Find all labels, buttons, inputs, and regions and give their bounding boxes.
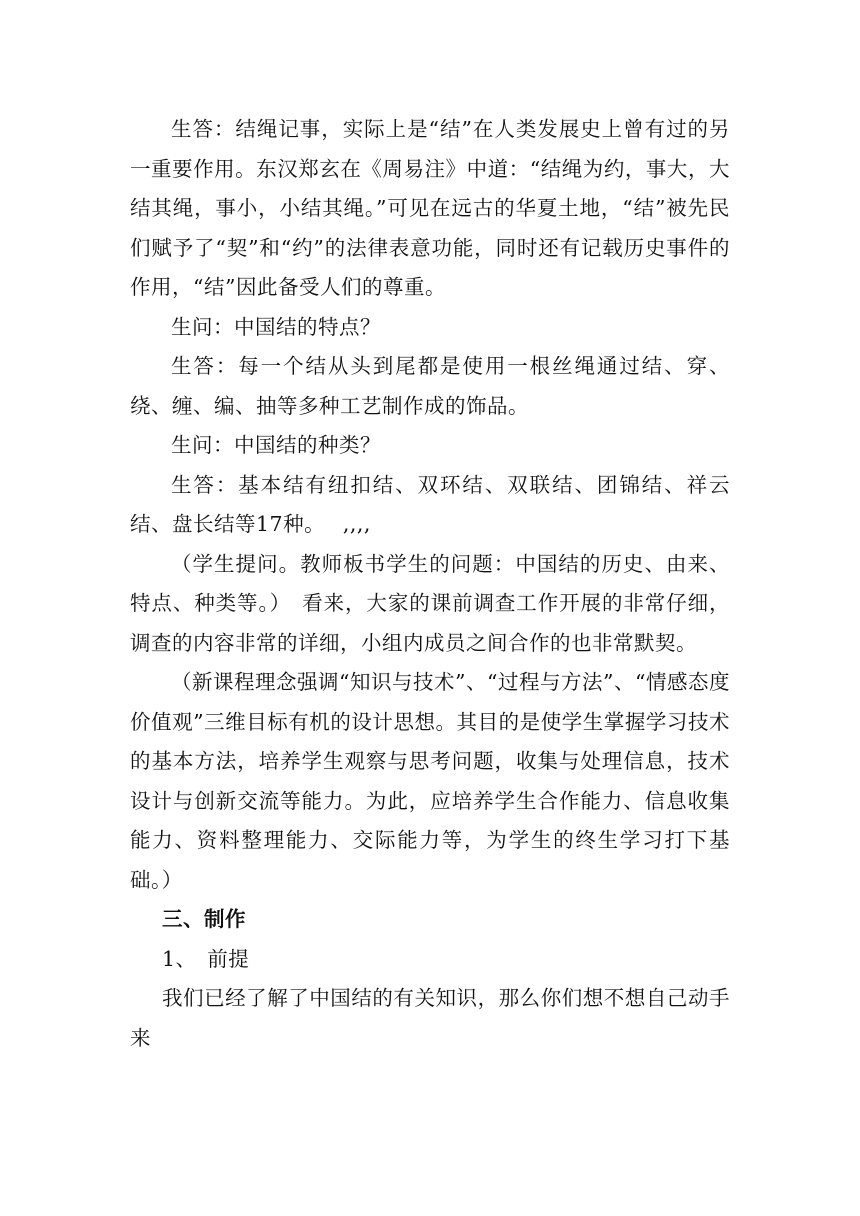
subsection-heading-premise: 1、 前提: [162, 946, 250, 971]
teacher-note-paragraph: （学生提问。教师板书学生的问题：中国结的历史、由来、特点、种类等。） 看来，大家的课前调查工作开展的非常仔细，调查的内容非常的详细，小组内成员之间合作的也非常默契。: [130, 551, 730, 655]
intro-paragraph-making: 我们已经了解了中国结的有关知识，那么你们想不想自己动手来: [130, 986, 730, 1050]
answer-paragraph-types: 生答：基本结有纽扣结、双环结、双联结、团锦结、祥云结、盘长结等17种。 ,,,,: [130, 472, 730, 536]
answer-paragraph-knot-history: 生答：结绳记事，实际上是“结”在人类发展史上曾有过的另一重要作用。东汉郑玄在《周易注》中道：“结绳为约，事大，大结其绳，事小，小结其绳。”可见在远古的华夏土地，“结”被先民们赋予了“契”和“约”的法律表意功能，同时还有记载历史事件的作用，“结”因此备受人们的尊重。: [130, 117, 730, 299]
answer-paragraph-features: 生答：每一个结从头到尾都是使用一根丝绳通过结、穿、绕、缠、编、抽等多种工艺制作成的饰品。: [130, 354, 730, 418]
question-paragraph-types: 生问：中国结的种类？: [171, 433, 381, 457]
document-body: [130, 110, 730, 1058]
section-heading-production: 三、制作: [162, 907, 246, 931]
question-paragraph-features: 生问：中国结的特点？: [171, 314, 381, 339]
curriculum-note-paragraph: （新课程理念强调“知识与技术”、“过程与方法”、“情感态度价值观”三维目标有机的设计思想。其目的是使学生掌握学习技术的基本方法，培养学生观察与思考问题，收集与处理信息，技术设计与创新交流等能力。为此，应培养学生合作能力、信息收集能力、资料整理能力、交际能力等，为学生的终生学习打下基础。）: [130, 670, 730, 892]
